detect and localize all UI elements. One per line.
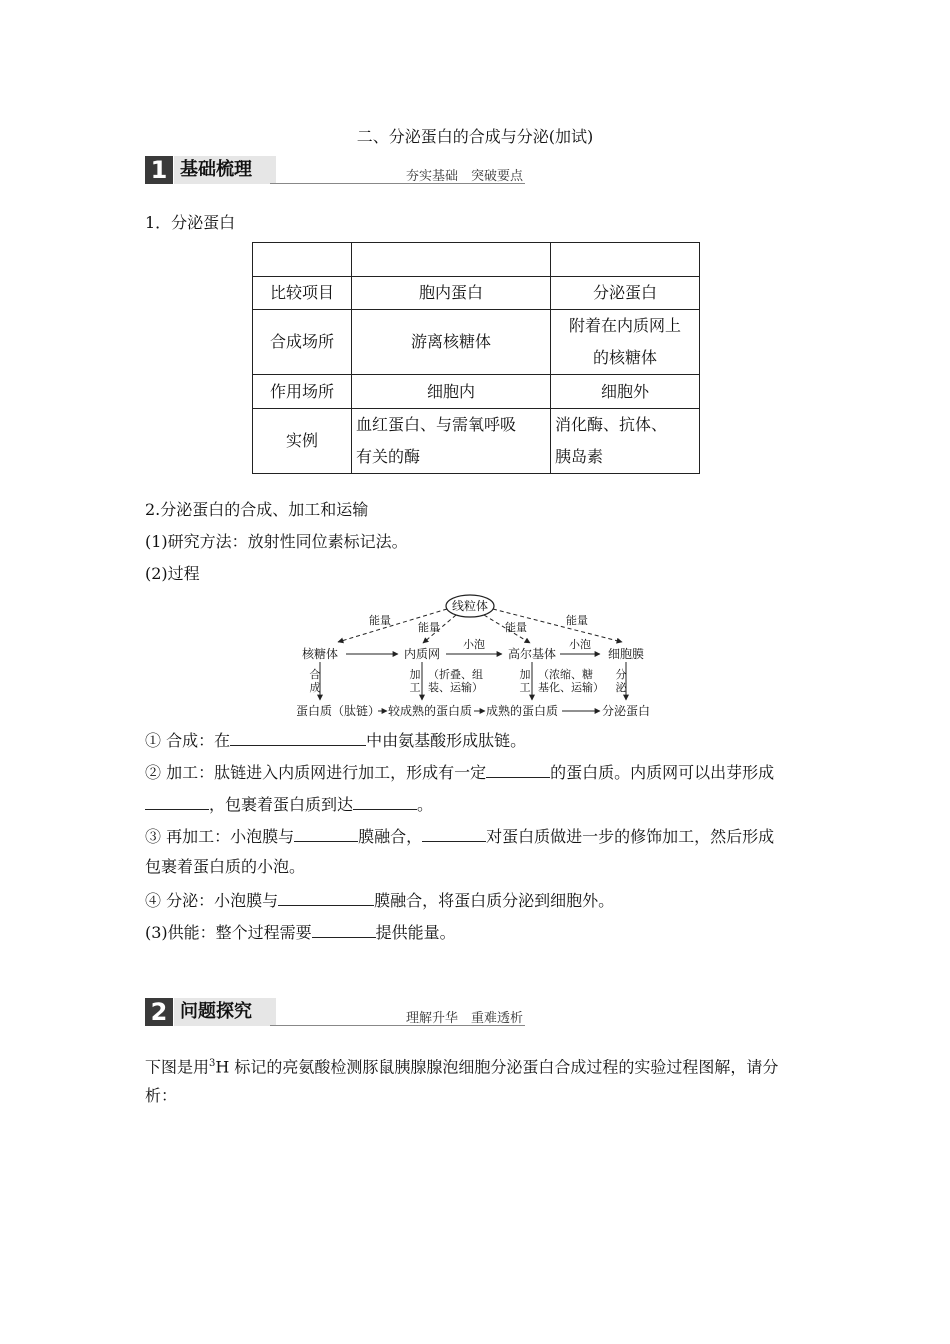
table-row-empty	[253, 243, 700, 277]
answer-blank[interactable]	[312, 921, 376, 938]
vertical-label: 分	[615, 668, 627, 681]
cell-line: 胰岛素	[555, 447, 604, 466]
section-header-inquiry	[145, 998, 525, 1028]
vertical-label: 加	[519, 668, 531, 681]
answer-blank[interactable]	[353, 793, 417, 810]
item2-heading: 2.分泌蛋白的合成、加工和运输	[145, 500, 369, 519]
product-secreted: 分泌蛋白	[602, 704, 651, 718]
golgi-note: （浓缩、糖	[538, 668, 593, 681]
cell-line: 有关的酶	[356, 447, 421, 466]
section-number: 2	[145, 998, 173, 1026]
vertical-label: 工	[519, 681, 531, 694]
research-method: (1)研究方法：放射性同位素标记法。	[145, 532, 408, 551]
table-cell: 合成场所	[253, 310, 352, 375]
product-immature: 较成熟的蛋白质	[388, 704, 473, 718]
organelle-golgi: 高尔基体	[507, 647, 557, 661]
er-note: 装、运输）	[428, 681, 483, 694]
section-slogan: 夯实基础 突破要点	[405, 169, 523, 184]
organelle-ribosome: 核糖体	[301, 647, 339, 661]
table-cell	[551, 409, 700, 474]
answer-blank[interactable]	[278, 889, 374, 906]
answer-blank[interactable]	[230, 729, 366, 746]
table-header-row	[253, 277, 700, 310]
vertical-label: 泌	[615, 681, 627, 694]
product-mature: 成熟的蛋白质	[486, 704, 559, 718]
table-cell	[551, 310, 700, 375]
mitochondria-label: 线粒体	[451, 599, 489, 613]
table-header-cell: 分泌蛋白	[551, 277, 700, 310]
answer-blank[interactable]	[145, 793, 209, 810]
product-peptide: 蛋白质（肽链）	[296, 704, 381, 718]
organelle-membrane: 细胞膜	[607, 647, 645, 661]
vertical-label: 工	[409, 681, 421, 694]
section-header-basics	[145, 156, 525, 186]
cell-line: 消化酶、抗体、	[555, 415, 668, 434]
energy-label: 能量	[418, 621, 440, 634]
cell-line: 附着在内质网上	[568, 316, 681, 335]
table-cell	[352, 409, 551, 474]
step-reprocessing: ③ 再加工：小泡膜与 膜融合， 对蛋白质做进一步的修饰加工，然后形成	[145, 827, 775, 846]
vesicle-label: 小泡	[569, 638, 591, 651]
section-number: 1	[145, 156, 173, 184]
comparison-table	[252, 242, 700, 474]
table-header-cell: 胞内蛋白	[352, 277, 551, 310]
vertical-label: 加	[409, 668, 421, 681]
step-processing: ② 加工：肽链进入内质网进行加工，形成有一定 的蛋白质。内质网可以出芽形成	[145, 763, 775, 782]
table-header-cell: 比较项目	[253, 277, 352, 310]
answer-blank[interactable]	[422, 825, 486, 842]
energy-label: 能量	[369, 614, 391, 627]
step-energy: (3)供能：整个过程需要 提供能量。	[145, 923, 456, 942]
er-note: （折叠、组	[428, 668, 483, 681]
golgi-note: 基化、运输）	[538, 681, 604, 694]
process-heading: (2)过程	[145, 564, 200, 583]
section-slogan: 理解升华 重难透析	[405, 1011, 523, 1026]
step-reprocessing-cont: 包裹着蛋白质的小泡。	[145, 857, 306, 876]
energy-label: 能量	[566, 614, 588, 627]
step-secretion: ④ 分泌：小泡膜与 膜融合，将蛋白质分泌到细胞外。	[145, 891, 615, 910]
table-row	[253, 409, 700, 474]
table-cell: 细胞内	[352, 375, 551, 409]
vertical-label: 合	[309, 668, 321, 681]
table-cell: 作用场所	[253, 375, 352, 409]
energy-label: 能量	[505, 621, 527, 634]
vertical-label: 成	[309, 681, 321, 694]
cell-line: 的核糖体	[592, 348, 657, 367]
step-synthesis: ① 合成：在 中由氨基酸形成肽链。	[145, 731, 527, 750]
vesicle-label: 小泡	[463, 638, 485, 651]
answer-blank[interactable]	[486, 761, 550, 778]
section-title: 二、分泌蛋白的合成与分泌(加试)	[356, 127, 594, 146]
question-line: 下图是用$^3$H 标记的亮氨酸检测豚鼠胰腺腺泡细胞分泌蛋白合成过程的实验过程图解，请分	[145, 1057, 779, 1077]
answer-blank[interactable]	[294, 825, 358, 842]
cell-line: 血红蛋白、与需氧呼吸	[356, 415, 517, 434]
process-diagram	[290, 590, 670, 725]
item1-heading: 1．分泌蛋白	[145, 213, 236, 232]
step-processing-cont: ，包裹着蛋白质到达 。	[145, 793, 433, 815]
table-cell: 实例	[253, 409, 352, 474]
table-cell: 细胞外	[551, 375, 700, 409]
table-row	[253, 375, 700, 409]
table-cell: 游离核糖体	[352, 310, 551, 375]
section-label: 问题探究	[174, 998, 276, 1026]
question-line: 析：	[145, 1086, 178, 1105]
organelle-er: 内质网	[403, 647, 441, 661]
section-label: 基础梳理	[174, 156, 276, 184]
table-row	[253, 310, 700, 375]
